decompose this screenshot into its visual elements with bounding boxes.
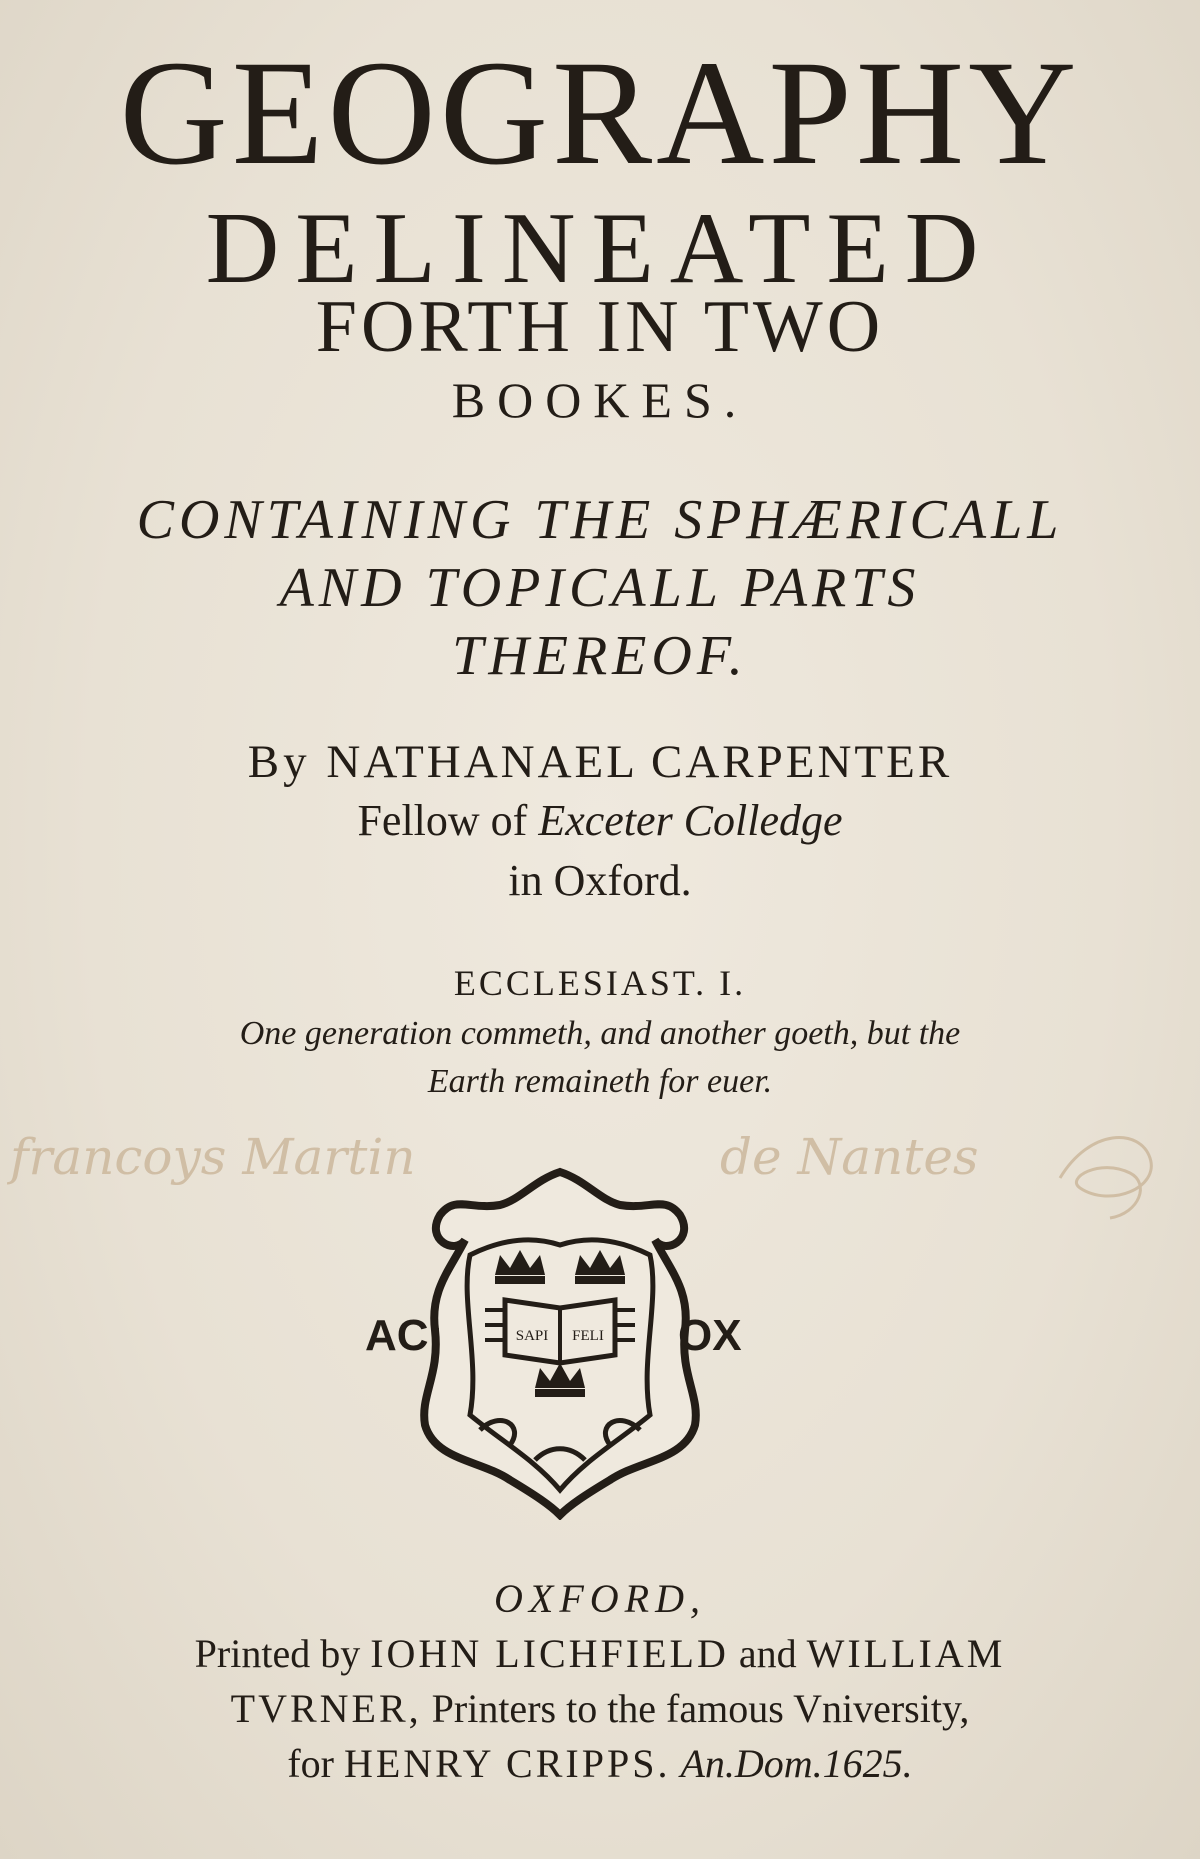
- flourish-icon: [1050, 1118, 1170, 1228]
- epigraph-line-2: Earth remaineth for euer.: [427, 1063, 773, 1100]
- imprint-printer-2-last: TVRNER,: [230, 1686, 422, 1731]
- book-text-right: FELI: [572, 1328, 604, 1344]
- device-text-left: AC:: [365, 1311, 444, 1360]
- imprint-printer-2-first: WILLIAM: [806, 1631, 1006, 1676]
- college-name: Exceter Colledge: [538, 796, 843, 845]
- device-text-right: OX: [678, 1311, 742, 1360]
- book-text-left: SAPI: [515, 1328, 549, 1344]
- title-line-geography: GEOGRAPHY: [119, 30, 1081, 196]
- imprint-city: OXFORD,: [494, 1576, 706, 1621]
- imprint-university: Printers to the famous Vniversity,: [431, 1686, 970, 1731]
- author-place: in Oxford.: [508, 856, 692, 905]
- epigraph-source: ECCLESIAST. I.: [453, 963, 747, 1003]
- imprint-printed-by: Printed by: [194, 1631, 361, 1676]
- title-line-delineated: DELINEATED: [205, 192, 995, 305]
- title-line-bookes: BOOKES.: [451, 372, 749, 428]
- imprint-line-1: [0, 1630, 1200, 1677]
- subtitle-line-3: THEREOF.: [452, 625, 748, 687]
- imprint-date: An.Dom.1625.: [680, 1741, 913, 1786]
- inscription-part-1: francoys Martin: [10, 1128, 416, 1186]
- inscription-part-2: de Nantes: [720, 1128, 979, 1186]
- fellow-prefix: Fellow of: [357, 796, 528, 845]
- author-name: NATHANAEL CARPENTER: [326, 736, 953, 788]
- oxford-university-device: [360, 1160, 760, 1520]
- author-line: [0, 735, 1200, 789]
- subtitle-line-2: AND TOPICALL PARTS: [279, 557, 921, 619]
- open-book-icon: [485, 1300, 635, 1363]
- imprint-line-3: [0, 1740, 1200, 1787]
- epigraph-line-1: One generation commeth, and another goeth, but the: [239, 1015, 961, 1052]
- author-by: By: [247, 736, 311, 788]
- imprint-printer-1: IOHN LICHFIELD: [370, 1631, 729, 1676]
- imprint-publisher: HENRY CRIPPS.: [343, 1741, 671, 1786]
- imprint-and: and: [738, 1631, 797, 1676]
- title-line-forth: FORTH IN TWO: [315, 286, 885, 368]
- imprint-for: for: [287, 1741, 334, 1786]
- subtitle-line-1: CONTAINING THE SPHÆRICALL: [136, 489, 1064, 551]
- author-fellowship: [0, 795, 1200, 846]
- imprint-line-2: [0, 1685, 1200, 1732]
